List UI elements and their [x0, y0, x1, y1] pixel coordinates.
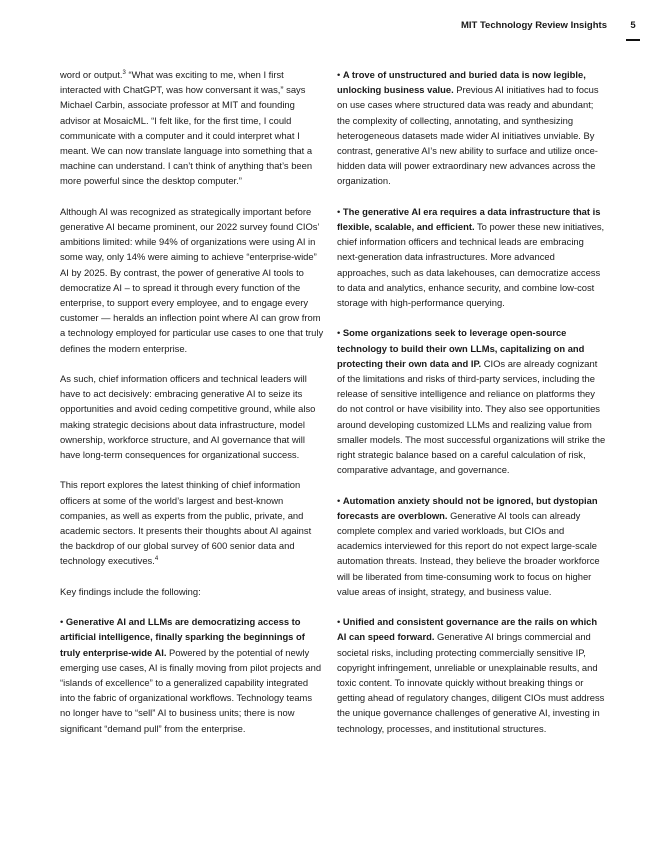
footnote-ref-3: 3 — [122, 70, 126, 76]
footnote-ref-4: 4 — [154, 556, 159, 563]
page-number-box — [626, 20, 640, 41]
finding-bullet-5: • Automation anxiety should not be ignored, but dystopian forecasts are overblown. Generative AI tools can already complete complex and varied workloads, but CIOs and academics interviewed for this report do not expect large-scale automation threats. Instead, they believe the broader workforce will be liberated from time-consuming work to focus on higher value areas of insight, strategy, and business value. — [337, 494, 600, 597]
finding-bullet-3-text: To power these new initiatives, chief information officers and technical leads are embracing next-generation data infrastructures. More advanced approaches, such as data lakehouses, can democratize access to data and analytics, enhance security, and combine low-cost storage with high-performance querying. — [337, 221, 605, 309]
paragraph-act-decisively: As such, chief information officers and technical leaders will have to act decisively: embracing generative AI to seize its opportunities and avoid ceding competitive ground, while also making strategic decisions about data infrastructure, model ownership, workforce structure, and AI governance that will have long-term consequences for organizational success. — [60, 373, 316, 461]
finding-bullet-4: • Some organizations seek to leverage open-source technology to build their own LLMs, capitalizing on and protecting their own data and IP. CIOs are already cognizant of the limitations and risks of third-party services, including the release of sensitive intelligence and reliance on platforms they do not control or have visibility into. They also see opportunities around developing customized LLMs and realizing value from smaller models. The most successful organizations will strike the right strategic balance based on a careful calculation of risk, comparative advantage, and governance. — [337, 327, 606, 476]
left-column — [60, 67, 324, 751]
right-column — [337, 67, 607, 751]
finding-bullet-2-title: A trove of unstructured and buried data is now legible, unlocking business value. — [337, 69, 586, 96]
page-number-rule — [626, 39, 640, 41]
paragraph-intro-start: word or output. — [60, 69, 123, 80]
finding-bullet-1-text: Powered by the potential of newly emerging use cases, AI is finally moving from pilot projects and “islands of excellence” to a generalized capability integrated into the fabric of organizational workflows. Technology teams no longer have to “sell” AI to business units; there is now significant “demand pull” from the enterprise. — [60, 646, 322, 734]
page-header — [461, 20, 640, 41]
finding-bullet-3-title: The generative AI era requires a data infrastructure that is flexible, scalable, and efficient. — [337, 205, 601, 233]
finding-bullet-6-title: Unified and consistent governance are the rails on which AI can speed forward. — [337, 616, 598, 643]
publication-brand: MIT Technology Review Insights — [460, 20, 607, 31]
paragraph-intro — [60, 67, 324, 189]
finding-bullet-6-text: Generative AI brings commercial and societal risks, including protecting commercially sensitive IP, copyright infringement, unreliable or unexplainable results, and toxic content. To innovate quickly without breaking things or getting ahead of regulatory changes, diligent CIOs must address the unique governance challenges of generative AI, investing in technology, processes, and institutional structures. — [337, 631, 605, 734]
finding-bullet-5-text: Generative AI tools can already complete complex and varied workloads, but CIOs and academics interviewed for this report do not expect large-scale automation threats. Instead, they believe the broader workforce will be liberated from time-consuming work to focus on higher value areas of insight, strategy, and business value. — [337, 509, 600, 597]
paragraph-ambitions: Although AI was recognized as strategically important before generative AI became prominent, our 2022 survey found CIOs’ ambitions limited: while 94% of organizations were using AI in some way, only 14% were aiming to achieve “enterprise-wide” AI by 2025. By contrast, the power of generative AI tools to democratize AI – to spread it through every function of the enterprise, to support every employee, and to engage every customer — heralds an inflection point where AI can grow from a technology employed for particular use cases to one that truly defines the modern enterprise. — [60, 205, 324, 354]
finding-bullet-3: • The generative AI era requires a data infrastructure that is flexible, scalable, and efficient. To power these new initiatives, chief information officers and technical leads are embracing next-generation data infrastructures. More advanced approaches, such as data lakehouses, can democratize access to data and analytics, enhance security, and combine low-cost storage with high-performance querying. — [337, 205, 605, 309]
paragraph-report-overview-text: This report explores the latest thinking of chief information officers at some of the world’s largest and best-known companies, as well as experts from the public, private, and academic sectors. It presents their thoughts about AI against the backdrop of our global survey of 600 senior data and technology executives. — [60, 479, 312, 567]
finding-bullet-1: • Generative AI and LLMs are democratizing access to artificial intelligence, finally sparking the beginnings of truly enterprise-wide AI. Powered by the potential of newly emerging use cases, AI is finally moving from pilot projects and “islands of excellence” to a generalized capability integrated into the fabric of organizational workflows. Technology teams no longer have to “sell” AI to business units; there is now significant “demand pull” from the enterprise. — [60, 616, 322, 734]
finding-bullet-6: • Unified and consistent governance are the rails on which AI can speed forward. Generative AI brings commercial and societal risks, including protecting commercially sensitive IP, copyright infringement, unreliable or unexplainable results, and toxic content. To innovate quickly without breaking things or getting ahead of regulatory changes, diligent CIOs must address the unique governance challenges of generative AI, investing in technology, processes, and institutional structures. — [337, 616, 605, 734]
key-findings-intro: Key findings include the following: — [60, 585, 201, 597]
paragraph-report-overview — [60, 477, 324, 568]
page-number: 5 — [630, 20, 636, 31]
finding-bullet-2: • A trove of unstructured and buried data is now legible, unlocking business value. Previous AI initiatives had to focus on use cases where structured data was ready and abundant; the complexity of collecting, annotating, and synthesizing heterogeneous datasets made wider AI initiatives unviable. By contrast, generative AI’s new ability to surface and utilize once-hidden data will power extraordinary new advances across the organization. — [337, 69, 599, 187]
finding-bullet-4-title: Some organizations seek to leverage open-source technology to build their own LLMs, capitalizing on and protecting their own data and IP. — [337, 327, 585, 369]
finding-bullet-5-title: Automation anxiety should not be ignored, but dystopian forecasts are overblown. — [337, 494, 598, 521]
finding-bullet-4-text: CIOs are already cognizant of the limitations and risks of third-party services, including the release of sensitive intelligence and reliance on platforms they do not control or have visibility into. They also see opportunities around developing customized LLMs and realizing value from smaller models. The most successful organizations will strike the right strategic balance based on a careful calculation of risk, comparative advantage, and governance. — [337, 357, 606, 476]
paragraph-intro-rest: “What was exciting to me, when I first interacted with ChatGPT, was how conversant it was,” says Michael Carbin, associate professor at MIT and founding advisor at MosaicML. “I felt like, for the first time, I could communicate with a computer and it could interpret what I meant. We can now translate language into something that a machine can understand. I can’t think of anything that’s been more powerful since the desktop computer.” — [60, 69, 313, 187]
finding-bullet-1-title: Generative AI and LLMs are democratizing access to artificial intelligence, finally sparking the beginnings of truly enterprise-wide AI. — [60, 616, 305, 658]
finding-bullet-2-text: Previous AI initiatives had to focus on use cases where structured data was ready and abundant; the complexity of collecting, annotating, and synthesizing heterogeneous datasets made wider AI initiatives unviable. By contrast, generative AI’s new ability to surface and utilize once-hidden data will power extraordinary new advances across the organization. — [337, 84, 599, 187]
